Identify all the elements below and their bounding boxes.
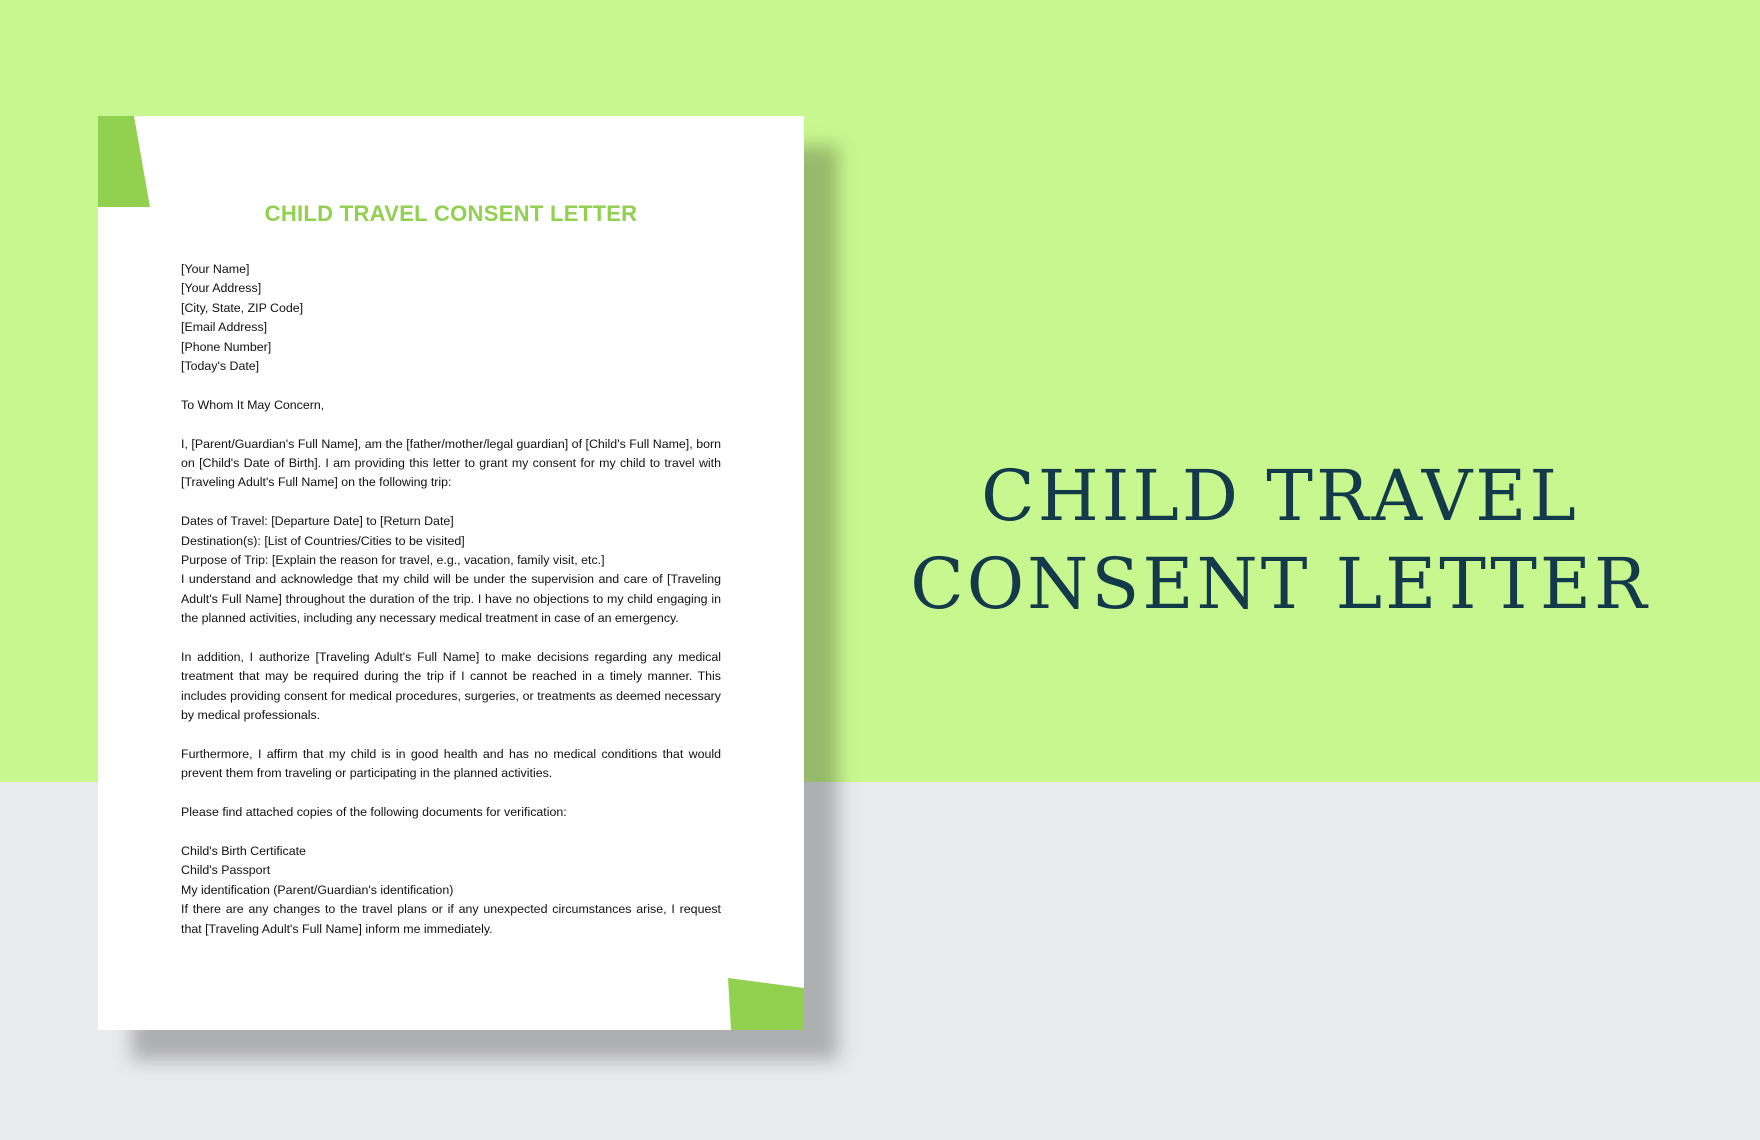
intro-paragraph: I, [Parent/Guardian's Full Name], am the [father/mother/legal guardian] of [Child's Full Name], born on [Child's Date of Birth]. I am providing this letter to grant my consent for my child to travel with [Traveling Adult's Full Name] on the following trip: xyxy=(181,436,721,490)
sender-email: [Email Address] xyxy=(181,320,268,335)
corner-accent-bottom-right xyxy=(728,978,804,1030)
salutation: To Whom It May Concern, xyxy=(181,397,325,412)
authorize-paragraph: In addition, I authorize [Traveling Adult's Full Name] to make decisions regarding any medical treatment that may be required during the trip if I cannot be reached in a timely manner. This includes providing consent for medical procedures, surgeries, or treatments as deemed necessary by medical professionals. xyxy=(181,650,721,723)
changes-paragraph: If there are any changes to the travel plans or if any unexpected circumstances arise, I request that [Traveling Adult's Full Name] inform me immediately. xyxy=(181,902,721,936)
sender-city: [City, State, ZIP Code] xyxy=(181,300,304,315)
attached-intro: Please find attached copies of the following documents for verification: xyxy=(181,805,567,820)
affirm-paragraph: Furthermore, I affirm that my child is in good health and has no medical conditions that would prevent them from traveling or participating in the planned activities. xyxy=(181,747,721,781)
sender-address: [Your Address] xyxy=(181,281,262,296)
acknowledge-paragraph: I understand and acknowledge that my child will be under the supervision and care of [Traveling Adult's Full Name] throughout the duration of the trip. I have no objections to my child engaging in the planned activities, including any necessary medical treatment in case of an emergency. xyxy=(181,572,721,626)
hero-title-line-1: CHILD TRAVEL xyxy=(981,455,1579,537)
trip-dates: Dates of Travel: [Departure Date] to [Return Date] xyxy=(181,514,454,529)
corner-accent-top-left xyxy=(98,116,150,207)
document-item: Child's Birth Certificate xyxy=(181,844,306,859)
hero-title xyxy=(900,452,1660,628)
trip-purpose: Purpose of Trip: [Explain the reason for travel, e.g., vacation, family visit, etc.] xyxy=(181,553,605,568)
letter-date: [Today's Date] xyxy=(181,359,260,374)
hero-title-line-2: CONSENT LETTER xyxy=(910,543,1650,625)
document-body xyxy=(181,260,721,939)
document-title: CHILD TRAVEL CONSENT LETTER xyxy=(264,201,638,226)
document-item: My identification (Parent/Guardian's identification) xyxy=(181,882,454,897)
document-item: Child's Passport xyxy=(181,863,271,878)
sender-phone: [Phone Number] xyxy=(181,339,272,354)
letter-page xyxy=(98,116,804,1030)
sender-name: [Your Name] xyxy=(181,262,250,276)
trip-destinations: Destination(s): [List of Countries/Cities to be visited] xyxy=(181,533,465,548)
